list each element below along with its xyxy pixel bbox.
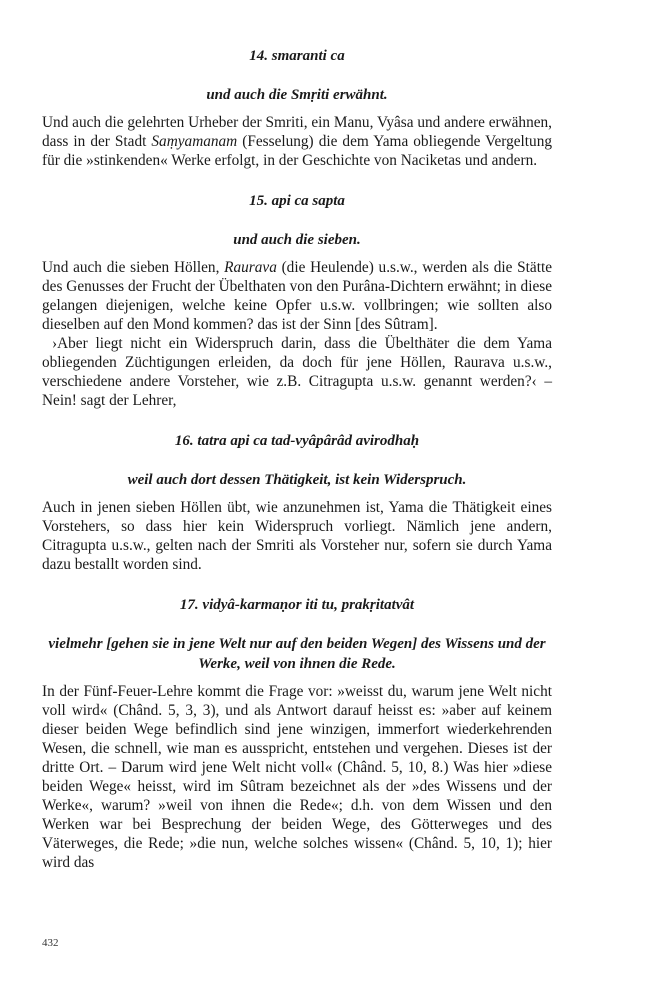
- text-run: (Fesselung) die dem Yama obliegende Vergeltung für die »stinkenden« Werke erfolgt, in der Geschichte von Naciketas und andern.: [42, 133, 552, 169]
- text-run: Und auch die sieben Höllen,: [42, 259, 225, 276]
- sutra-translation: weil auch dort dessen Thätigkeit, ist kein Widerspruch.: [127, 472, 467, 488]
- italic-term: Raurava: [224, 259, 277, 276]
- text-run: (die Heulende) u.s.w., werden als die Stätte des Genusses der Frucht der Übelthaten von den Purâna-Dichtern erwähnt; in diese gelangen diejenigen, welche keine Opfer u.s.w. vollbringen; wie sollten also dieselben auf den Mond kommen? das ist der Sinn [des Sûtram].: [42, 259, 552, 333]
- section-gap: [42, 170, 552, 191]
- section-gap: [42, 574, 552, 595]
- italic-term: Saṃyamanam: [151, 133, 238, 150]
- page-number: 432: [42, 937, 59, 949]
- commentary-paragraph: [42, 682, 552, 872]
- text-run: Auch in jenen sieben Höllen übt, wie anzunehmen ist, Yama die Thätigkeit eines Vorstehers, so dass hier kein Widerspruch vorliegt. Nämlich jene andern, Citragupta u.s.w., gelten nach der Smriti als Vorsteher nur, sofern sie durch Yama dazu bestallt worden sind.: [42, 499, 552, 573]
- text-run: In der Fünf-Feuer-Lehre kommt die Frage vor: »weisst du, warum jene Welt nicht voll wird« (Chând. 5, 3, 3), und als Antwort darauf heisst es: »aber auf keinem dieser beiden Wege befindlich sind jene winzigen, immerfort wiederkehrenden Wesen, die schnell, wie man es ausspricht, entstehen und vergehen. Dieses ist der dritte Ort. – Darum wird jene Welt nicht voll« (Chând. 5, 10, 8.) Was hier »diese beiden Wege« heisst, wird im Sûtram bezeichnet als der »des Wissens und der Werke«, warum? »weil von ihnen die Rede«; d.h. von dem Wissen und den Werken war bei Besprechung der beiden Wege, des Götterweges und des Väterweges, die Rede; »die nun, welche solches wissen« (Chând. 5, 10, 1); hier wird das: [42, 683, 552, 871]
- commentary-paragraph: [42, 258, 552, 334]
- sutra-translation: und auch die Smṛiti erwähnt.: [206, 87, 388, 103]
- sutra-heading: 14. smaranti ca: [249, 48, 345, 64]
- text-run: ›Aber liegt nicht ein Widerspruch darin, dass die Übelthäter die dem Yama obliegenden Züchtigungen erleiden, da doch für jene Höllen, Raurava u.s.w., verschiedene andere Vorsteher, wie z.B. Citragupta u.s.w. genannt werden?‹ – Nein! sagt der Lehrer,: [42, 335, 552, 409]
- commentary-paragraph: [42, 498, 552, 574]
- section-gap: [42, 410, 552, 431]
- commentary-paragraph: [42, 334, 552, 410]
- sutra-translation: und auch die sieben.: [233, 232, 361, 248]
- sutra-translation: vielmehr [gehen sie in jene Welt nur auf den beiden Wegen] des Wissens und der Werke, weil von ihnen die Rede.: [48, 636, 546, 672]
- sutra-heading: 15. api ca sapta: [249, 193, 345, 209]
- sutra-heading: 16. tatra api ca tad-vyâpârâd avirodhaḥ: [174, 433, 420, 449]
- commentary-paragraph: [42, 113, 552, 170]
- page-content: [42, 46, 552, 872]
- sutra-heading: 17. vidyâ-karmaṇor iti tu, prakṛitatvât: [179, 597, 415, 613]
- text-run: Und auch die gelehrten Urheber der Smriti, ein Manu, Vyâsa und andere erwähnen, dass in der Stadt: [42, 114, 552, 150]
